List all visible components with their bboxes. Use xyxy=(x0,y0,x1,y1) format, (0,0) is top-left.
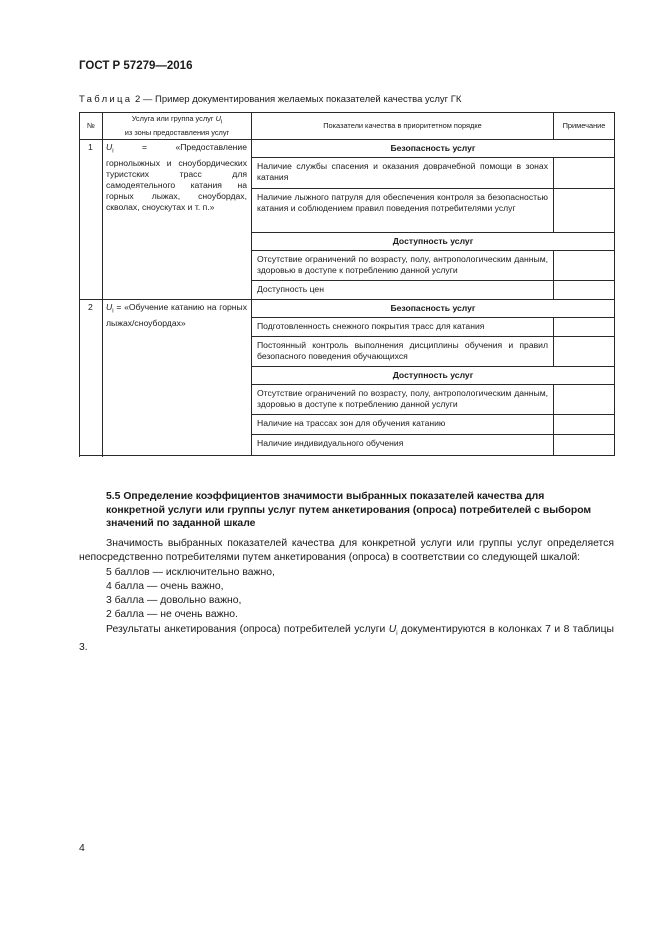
result-sub: i xyxy=(396,630,398,637)
indicator-cell: Доступность цен xyxy=(252,281,554,300)
service-description xyxy=(103,140,252,300)
service-sub: i xyxy=(112,308,114,315)
table-header-row xyxy=(80,113,615,140)
note-cell xyxy=(554,189,615,233)
header-num: № xyxy=(80,113,103,140)
table-caption-text: 2 — Пример документирования желаемых показателей качества услуг ГК xyxy=(132,94,462,105)
scale-item: 3 балла — довольно важно, xyxy=(106,595,242,607)
result-var: U xyxy=(388,623,397,635)
indicator-cell: Отсутствие ограничений по возрасту, полу, антропологическим данным, здоровью в доступе к потреблению данной услуги xyxy=(252,385,554,415)
service-description xyxy=(103,300,252,456)
note-cell xyxy=(554,251,615,281)
header-indicators: Показатели качества в приоритетном порядке xyxy=(252,113,554,140)
service-var: U xyxy=(106,302,113,312)
paragraph: Значимость выбранных показателей качества для конкретной услуги или группы услуг определяется непосредственно потребителями путем анкетирования (опроса) в соответствии со следующей шкалой: xyxy=(79,538,614,564)
indicator-cell: Постоянный контроль выполнения дисциплины обучения и правил безопасного поведения обучающихся xyxy=(252,337,554,367)
header-service xyxy=(103,113,252,140)
scale-item: 2 балла — не очень важно. xyxy=(106,609,238,621)
page-number: 4 xyxy=(79,843,85,854)
group-title: Безопасность услуг xyxy=(252,140,615,158)
scale-item: 5 баллов — исключительно важно, xyxy=(106,566,275,578)
note-cell xyxy=(554,337,615,367)
result-text-b: документируются в колонках 7 и 8 таблицы 3. xyxy=(79,623,615,654)
note-cell xyxy=(554,435,615,456)
service-text: = «Обучение катанию на горных лыжах/сноубордах» xyxy=(106,302,247,328)
group-title: Безопасность услуг xyxy=(252,300,615,318)
indicator-cell: Отсутствие ограничений по возрасту, полу, антропологическим данным, здоровью в доступе к потреблению данной услуги xyxy=(252,251,554,281)
paragraph xyxy=(79,623,614,656)
table-row xyxy=(80,300,615,318)
table-caption-label: Таблица xyxy=(79,94,133,105)
header-service-sub: i xyxy=(220,119,223,126)
header-service-var: U xyxy=(215,114,221,124)
note-cell xyxy=(554,158,615,189)
indicator-cell: Наличие службы спасения и оказания доврачебной помощи в зонах катания xyxy=(252,158,554,189)
note-cell xyxy=(554,281,615,300)
table-caption xyxy=(79,94,461,105)
section-body xyxy=(79,537,614,655)
header-service-zone: из зоны предоставления услуг xyxy=(124,127,230,137)
header-service-text: Услуга или группа услуг xyxy=(131,114,216,124)
service-sub: i xyxy=(112,148,114,155)
scale-item: 4 балла — очень важно, xyxy=(106,580,224,592)
group-title: Доступность услуг xyxy=(252,367,615,385)
row-number: 1 xyxy=(80,140,103,300)
group-title: Доступность услуг xyxy=(252,233,615,251)
header-note: Примечание xyxy=(554,113,615,140)
indicator-cell: Наличие индивидуального обучения xyxy=(252,435,554,456)
note-cell xyxy=(554,415,615,435)
note-cell xyxy=(554,385,615,415)
indicator-cell: Наличие на трассах зон для обучения катанию xyxy=(252,415,554,435)
table-row xyxy=(80,140,615,158)
row-number: 2 xyxy=(80,300,103,456)
service-text: = «Предоставление горнолыжных и сноубордических туристских трасс для самодеятельного катания на горных лыжах, сноубордах, скволах, сноускутах и т. п.» xyxy=(106,142,247,212)
service-var: U xyxy=(106,142,113,152)
section-title: 5.5 Определение коэффициентов значимости выбранных показателей качества для конкретной услуги или группы услуг путем анкетирования (опроса) потребителей с выбором значений по заданной шкале xyxy=(106,491,592,529)
indicator-cell: Подготовленность снежного покрытия трасс для катания xyxy=(252,318,554,337)
result-text-a: Результаты анкетирования (опроса) потребителей услуги xyxy=(106,623,389,635)
document-standard-number: ГОСТ Р 57279—2016 xyxy=(79,60,193,72)
note-cell xyxy=(554,318,615,337)
quality-indicators-table xyxy=(79,112,615,456)
indicator-cell: Наличие лыжного патруля для обеспечения контроля за безопасностью катания и соблюдением правил поведения потребителями услуг xyxy=(252,189,554,233)
